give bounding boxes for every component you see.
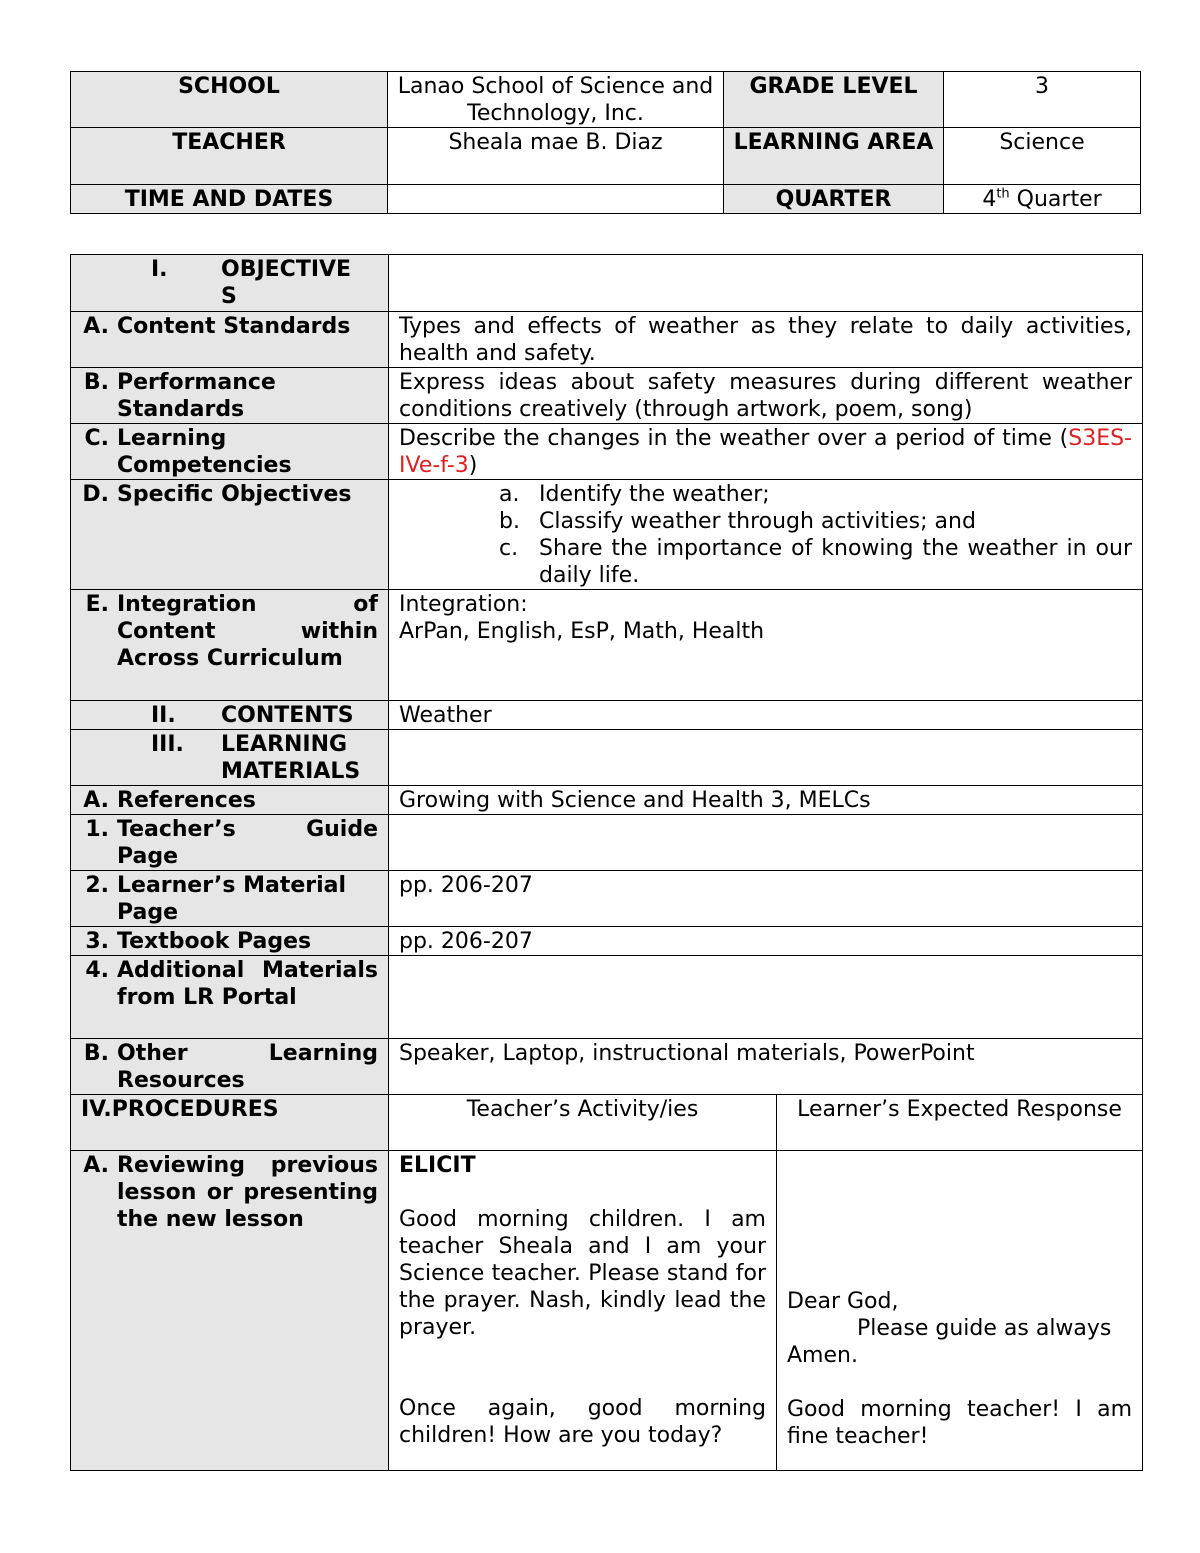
reviewing-label: Reviewing previous lesson or presenting the new lesson <box>117 1153 378 1232</box>
content-standards-label: Content Standards <box>117 314 351 339</box>
contents-row: II. CONTENTS Weather <box>71 701 1143 730</box>
textbook-pages-value: pp. 206-207 <box>389 927 1143 956</box>
performance-standards-row: B. Performance Standards Express ideas about safety measures during different weather conditions creatively (through artwork, poem, song) <box>71 368 1143 424</box>
prayer-line-1: Dear God, <box>787 1289 899 1314</box>
grade-level-value: 3 <box>944 72 1141 128</box>
lesson-table <box>70 254 1143 1471</box>
teacher-activity-header: Teacher’s Activity/ies <box>389 1095 777 1151</box>
learning-competencies-value: Describe the changes in the weather over a period of time (S3ES-IVe-f-3) <box>389 424 1143 480</box>
quarter-value: 4th Quarter <box>944 185 1141 214</box>
content-standards-value: Types and effects of weather as they relate to daily activities, health and safety. <box>389 312 1143 368</box>
references-row: A. References Growing with Science and Health 3, MELCs <box>71 786 1143 815</box>
contents-value: Weather <box>389 701 1143 730</box>
learner-greeting-text: Good morning teacher! I am fine teacher! <box>787 1397 1132 1449</box>
teacher-label: TEACHER <box>71 128 388 185</box>
objectives-row: I. OBJECTIVE S <box>71 255 1143 312</box>
other-resources-label: Other Learning Resources <box>117 1041 378 1093</box>
competency-code: S3ES-IVe-f-3 <box>399 426 1132 478</box>
additional-materials-value <box>389 956 1143 1039</box>
procedures-title: IV.PROCEDURES <box>71 1095 389 1151</box>
objectives-title: OBJECTIVE S <box>221 257 352 309</box>
teachers-guide-label: Teacher’s Guide Page <box>117 817 378 869</box>
time-dates-label: TIME AND DATES <box>71 185 388 214</box>
grade-level-label: GRADE LEVEL <box>724 72 944 128</box>
textbook-pages-label: Textbook Pages <box>117 929 312 954</box>
header-table <box>70 71 1141 214</box>
prayer-line-3: Amen. <box>787 1343 858 1368</box>
procedures-header-row <box>71 1095 1143 1151</box>
content-standards-row: A. Content Standards Types and effects of weather as they relate to daily activities, health and safety. <box>71 312 1143 368</box>
learner-response-header: Learner’s Expected Response <box>777 1095 1143 1151</box>
time-dates-value <box>388 185 724 214</box>
additional-materials-row: 4. Additional Materials from LR Portal <box>71 956 1143 1039</box>
contents-title: CONTENTS <box>221 703 354 728</box>
integration-row: E. Integration of Content within Across Curriculum Integration: ArPan, English, EsP, Math, Health <box>71 590 1143 701</box>
performance-standards-value: Express ideas about safety measures during different weather conditions creatively (through artwork, poem, song) <box>389 368 1143 424</box>
list-item: b. Classify weather through activities; and <box>499 509 976 534</box>
teachers-guide-row: 1. Teacher’s Guide Page <box>71 815 1143 871</box>
teachers-guide-value <box>389 815 1143 871</box>
school-label: SCHOOL <box>71 72 388 128</box>
learners-material-value: pp. 206-207 <box>389 871 1143 927</box>
integration-label: Integration of Content within Across Curriculum <box>117 592 378 671</box>
learning-competencies-label: Learning Competencies <box>117 426 292 478</box>
prayer-line-2: Please guide as always <box>857 1316 1112 1341</box>
references-value: Growing with Science and Health 3, MELCs <box>389 786 1143 815</box>
learning-area-value: Science <box>944 128 1141 185</box>
additional-materials-label: Additional Materials from LR Portal <box>117 958 378 1010</box>
textbook-pages-row: 3. Textbook Pages pp. 206-207 <box>71 927 1143 956</box>
other-resources-row: B. Other Learning Resources Speaker, Laptop, instructional materials, PowerPoint <box>71 1039 1143 1095</box>
integration-value: ArPan, English, EsP, Math, Health <box>399 619 765 644</box>
teacher-greeting-text: Good morning children. I am teacher Sheala and I am your Science teacher. Please stand for the prayer. Nash, kindly lead the prayer. <box>399 1207 766 1340</box>
references-label: References <box>117 788 256 813</box>
learners-material-label: Learner’s Material Page <box>117 873 347 925</box>
list-item: c. Share the importance of knowing the weather in our daily life. <box>499 536 1132 588</box>
elicit-heading: ELICIT <box>399 1153 476 1178</box>
integration-title: Integration: <box>399 592 528 617</box>
learning-materials-row: III. LEARNING MATERIALS <box>71 730 1143 786</box>
quarter-label: QUARTER <box>724 185 944 214</box>
specific-objectives-list <box>399 481 1132 589</box>
teacher-followup-text: Once again, good morning children! How are you today? <box>399 1396 766 1448</box>
learning-materials-title: LEARNING MATERIALS <box>221 732 361 784</box>
other-resources-value: Speaker, Laptop, instructional materials, PowerPoint <box>389 1039 1143 1095</box>
specific-objectives-row: D. Specific Objectives a. Identify the weather; b. Classify weather through activities; and c. Share the importance of knowing the weather in our daily life. <box>71 480 1143 590</box>
reviewing-row: A. Reviewing previous lesson or presenting the new lesson ELICIT Good morning children. I am teacher Sheala and I am your Science teacher. Please stand for the prayer. Nash, kindly lead the prayer. Once again, good morning children! How are you today? Dear God, Please guide as always Amen. Good morning teacher! I am fine teacher! <box>71 1151 1143 1471</box>
specific-objectives-label: Specific Objectives <box>117 482 352 507</box>
learning-competencies-row: C. Learning Competencies Describe the changes in the weather over a period of time (S3ES-IVe-f-3) <box>71 424 1143 480</box>
list-item: a. Identify the weather; <box>499 482 770 507</box>
learners-material-row: 2. Learner’s Material Page pp. 206-207 <box>71 871 1143 927</box>
learning-area-label: LEARNING AREA <box>724 128 944 185</box>
performance-standards-label: Performance Standards <box>117 370 276 422</box>
teacher-value: Sheala mae B. Diaz <box>388 128 724 185</box>
school-value: Lanao School of Science and Technology, Inc. <box>388 72 724 128</box>
